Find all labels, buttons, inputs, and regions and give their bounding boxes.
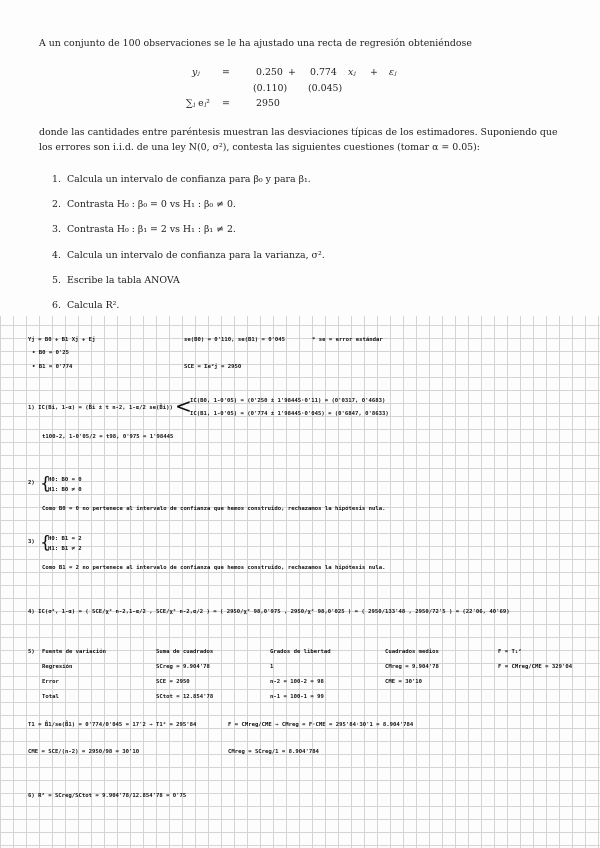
anova-header-df: Grados de libertad xyxy=(270,649,331,655)
eq-ss-val: 2950 xyxy=(256,98,280,109)
cmreg-calc: CMreg = SCreg/1 = 8.904'784 xyxy=(228,749,319,755)
q2-conclusion: Como B0 = 0 no pertenece al intervalo de confianza que hemos construido, rechazamos la hipótesis nula. xyxy=(42,506,386,512)
r2-calc: 6) R² = SCreg/SCtot = 9.904'78/12.854'78 = 0'75 xyxy=(28,793,187,799)
anova-cell: CME = 30'10 xyxy=(385,679,423,685)
eq-plus1: + xyxy=(288,67,296,78)
anova-header-f: F = T₁² xyxy=(498,649,522,655)
eq-sign: = xyxy=(222,67,230,78)
brace: < xyxy=(175,394,192,418)
cme-calc: CME = SCE/(n-2) = 2950/98 = 30'10 xyxy=(28,749,140,755)
anova-label: 5) xyxy=(28,649,35,655)
q3-h1: H1: B1 ≠ 2 xyxy=(48,546,82,552)
anova-cell: CMreg = 9.904'78 xyxy=(385,664,439,670)
description-text: donde las cantidades entre paréntesis muestran las desviaciones típicas de los estimadores. Suponiendo que los errores son i.i.d. de una ley N(0, σ²), contesta las siguientes cuestiones (tomar α = 0.05): xyxy=(39,127,558,153)
eq-b1: 0.774 xyxy=(310,67,337,78)
anova-cell: n-2 = 100-2 = 98 xyxy=(270,679,324,685)
eq-b0: 0.250 xyxy=(256,67,283,78)
q4-interval: 4) IC(σ², 1-α) = ( SCE/χ² n-2,1-α/2 , SCE/χ² n-2,α/2 ) = ( 2950/χ² 98,0'975 , 2950/χ² 98,0'025 ) = ( 2950/133'48 , 2950/72'5 ) = (22'06, 40'69) xyxy=(28,609,510,615)
anova-header-ss: Suma de cuadrados xyxy=(156,649,214,655)
q2-h1: H1: B0 ≠ 0 xyxy=(48,487,82,493)
question-item: 3. Contrasta H₀ : β₁ = 2 vs H₁ : β₁ ≠ 2. xyxy=(52,224,236,235)
eq-ej: εⱼ xyxy=(389,67,397,78)
brace: { xyxy=(40,533,51,553)
anova-cell: 1 xyxy=(270,664,274,670)
question-item: 4. Calcula un intervalo de confianza para la varianza, σ². xyxy=(52,250,325,261)
q3-label: 3) xyxy=(28,539,35,545)
model-line: Yj = B0 + B1 Xj + Ej xyxy=(28,337,96,343)
brace: { xyxy=(40,474,51,494)
anova-cell: n-1 = 100-1 = 99 xyxy=(270,694,324,700)
eq-ss-sign: = xyxy=(222,98,230,109)
intro-text: A un conjunto de 100 observaciones se le ha ajustado una recta de regresión obteniéndose xyxy=(39,38,472,49)
question-item: 1. Calcula un intervalo de confianza para β₀ y para β₁. xyxy=(52,174,311,185)
question-item: 2. Contrasta H₀ : β₀ = 0 vs H₁ : β₀ ≠ 0. xyxy=(52,199,236,210)
eq-se-b0: (0.110) xyxy=(253,83,288,94)
anova-cell: SCtot = 12.854'78 xyxy=(156,694,214,700)
ic-formula: 1) IC(Bi, 1-α) = (B̂i ± t n-2, 1-α/2 se(B̂i)) xyxy=(28,405,173,411)
ic-b0: IC(B0, 1-0'05) = (0'250 ± 1'98445·0'11) = (0'0317, 0'4683) xyxy=(190,398,386,404)
t1-calc: T1 = B̂1/se(B̂1) = 0'774/0'045 = 17'2 ⇒ T1² = 295'84 xyxy=(28,722,197,728)
eq-se-b1: (0.045) xyxy=(308,83,343,94)
anova-cell: SCreg = 9.904'78 xyxy=(156,664,210,670)
anova-f-value: F = CMreg/CME = 329'04 xyxy=(498,664,573,670)
se-note: * se = error estándar xyxy=(312,337,383,343)
ic-b1: IC(B1, 1-0'05) = (0'774 ± 1'98445·0'045) = (0'6847, 0'8633) xyxy=(190,411,389,417)
eq-plus2: + xyxy=(370,67,378,78)
sce-line: SCE = Σe²j = 2950 xyxy=(184,364,242,370)
q2-label: 2) xyxy=(28,480,35,486)
anova-cell: Error xyxy=(42,679,59,685)
eq-lhs: yⱼ xyxy=(192,67,200,78)
t-value: t100-2, 1-0'05/2 = t98, 0'975 = 1'98445 xyxy=(42,434,174,440)
anova-cell: Total xyxy=(42,694,59,700)
anova-header-ms: Cuadrados medios xyxy=(385,649,439,655)
q3-h0: H0: B1 = 2 xyxy=(48,536,82,542)
b1-estimate: • B1 = 0'774 xyxy=(32,364,73,370)
anova-header-source: Fuente de variación xyxy=(42,649,106,655)
q3-conclusion: Como B1 = 2 no pertenece al intervalo de confianza que hemos construido, rechazamos la hipótesis nula. xyxy=(42,565,386,571)
problem-statement xyxy=(0,0,600,316)
question-item: 6. Calcula R². xyxy=(52,300,120,311)
q2-h0: H0: B0 = 0 xyxy=(48,477,82,483)
anova-cell: Regresión xyxy=(42,664,73,670)
standard-errors: se(B0) = 0'110, se(B1) = 0'045 xyxy=(184,337,286,343)
f-calc: F = CMreg/CME ⇒ CMreg = F·CME = 295'84·30'1 = 8.904'784 xyxy=(228,722,414,728)
eq-xj: xⱼ xyxy=(348,67,356,78)
anova-cell: SCE = 2950 xyxy=(156,679,190,685)
b0-estimate: • B0 = 0'25 xyxy=(32,350,70,356)
question-item: 5. Escribe la tabla ANOVA xyxy=(52,275,180,286)
eq-ss-lhs: ∑ⱼ eⱼ² xyxy=(186,98,210,109)
